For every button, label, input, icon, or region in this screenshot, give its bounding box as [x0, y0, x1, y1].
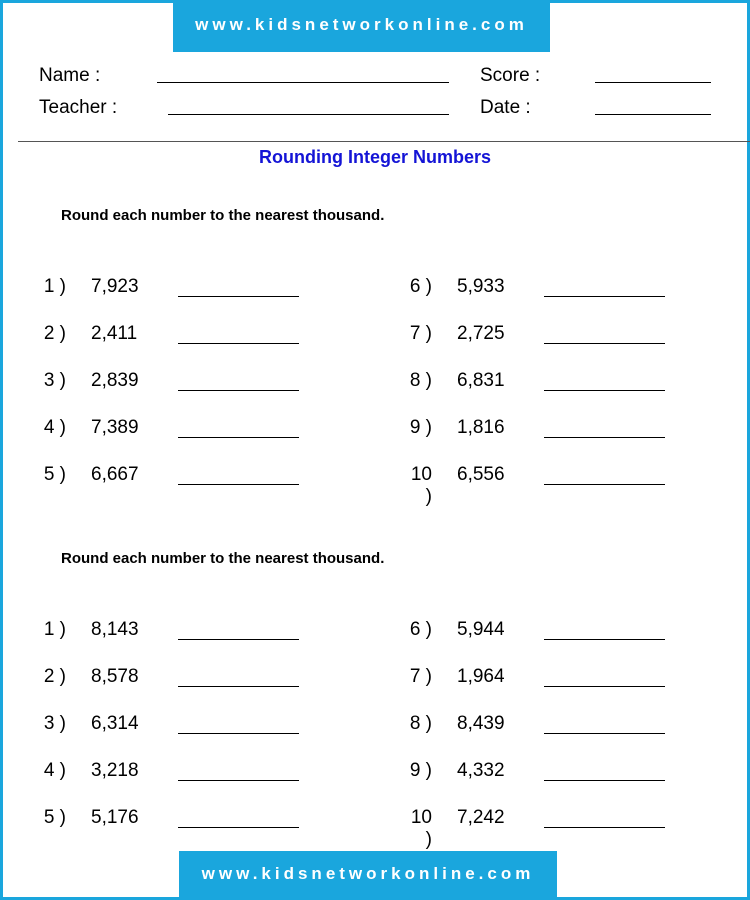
problem-number: 3 )	[43, 713, 66, 734]
problem-number: 6 )	[409, 276, 432, 297]
problem-number: 8 )	[409, 370, 432, 391]
answer-line[interactable]	[178, 484, 299, 485]
problem-number: 1 )	[43, 276, 66, 297]
answer-line[interactable]	[544, 686, 665, 687]
problem-value: 8,439	[457, 713, 505, 734]
date-label: Date :	[480, 97, 531, 118]
answer-line[interactable]	[178, 639, 299, 640]
answer-line[interactable]	[544, 733, 665, 734]
problem-number: 3 )	[43, 370, 66, 391]
score-field[interactable]	[595, 82, 711, 83]
problem-number: 8 )	[409, 713, 432, 734]
problem-number: 6 )	[409, 619, 432, 640]
site-banner-top[interactable]: www.kidsnetworkonline.com	[173, 3, 550, 52]
name-field[interactable]	[157, 82, 449, 83]
problem-value: 6,667	[91, 464, 139, 485]
answer-line[interactable]	[178, 780, 299, 781]
answer-line[interactable]	[544, 827, 665, 828]
teacher-field[interactable]	[168, 114, 449, 115]
header-divider	[18, 141, 750, 142]
problem-number: 10 )	[410, 464, 432, 507]
problem-value: 5,176	[91, 807, 139, 828]
problem-value: 6,314	[91, 713, 139, 734]
problem-value: 3,218	[91, 760, 139, 781]
problem-value: 2,411	[91, 323, 138, 344]
problem-value: 8,143	[91, 619, 139, 640]
answer-line[interactable]	[178, 437, 299, 438]
score-label: Score :	[480, 65, 541, 86]
problem-number: 4 )	[43, 760, 66, 781]
answer-line[interactable]	[178, 827, 299, 828]
problem-value: 2,725	[457, 323, 505, 344]
problem-value: 5,944	[457, 619, 505, 640]
worksheet-title: Rounding Integer Numbers	[258, 147, 491, 167]
answer-line[interactable]	[178, 296, 299, 297]
problem-value: 8,578	[91, 666, 139, 687]
problem-number: 1 )	[43, 619, 66, 640]
problem-value: 7,242	[457, 807, 505, 828]
answer-line[interactable]	[544, 639, 665, 640]
answer-line[interactable]	[178, 390, 299, 391]
answer-line[interactable]	[544, 343, 665, 344]
section-2-instruction: Round each number to the nearest thousand.	[61, 550, 385, 567]
problem-number: 2 )	[43, 323, 66, 344]
name-label: Name :	[39, 65, 101, 86]
date-field[interactable]	[595, 114, 711, 115]
problem-value: 1,816	[457, 417, 505, 438]
problem-value: 5,933	[457, 276, 505, 297]
problem-value: 4,332	[457, 760, 505, 781]
answer-line[interactable]	[544, 296, 665, 297]
answer-line[interactable]	[178, 733, 299, 734]
answer-line[interactable]	[178, 686, 299, 687]
section-1-instruction: Round each number to the nearest thousand.	[61, 207, 385, 224]
problem-number: 5 )	[43, 807, 66, 828]
answer-line[interactable]	[544, 780, 665, 781]
problem-value: 1,964	[457, 666, 505, 687]
problem-value: 6,831	[457, 370, 505, 391]
problem-number: 4 )	[43, 417, 66, 438]
answer-line[interactable]	[178, 343, 299, 344]
problem-value: 7,389	[91, 417, 139, 438]
problem-value: 7,923	[91, 276, 139, 297]
problem-number: 10 )	[410, 807, 432, 850]
problem-number: 5 )	[43, 464, 66, 485]
problem-number: 9 )	[409, 417, 432, 438]
problem-number: 2 )	[43, 666, 66, 687]
answer-line[interactable]	[544, 390, 665, 391]
problem-value: 6,556	[457, 464, 505, 485]
site-banner-bottom[interactable]: www.kidsnetworkonline.com	[179, 851, 557, 898]
answer-line[interactable]	[544, 484, 665, 485]
problem-value: 2,839	[91, 370, 139, 391]
teacher-label: Teacher :	[39, 97, 118, 118]
problem-number: 9 )	[409, 760, 432, 781]
answer-line[interactable]	[544, 437, 665, 438]
problem-number: 7 )	[409, 666, 432, 687]
problem-number: 7 )	[409, 323, 432, 344]
